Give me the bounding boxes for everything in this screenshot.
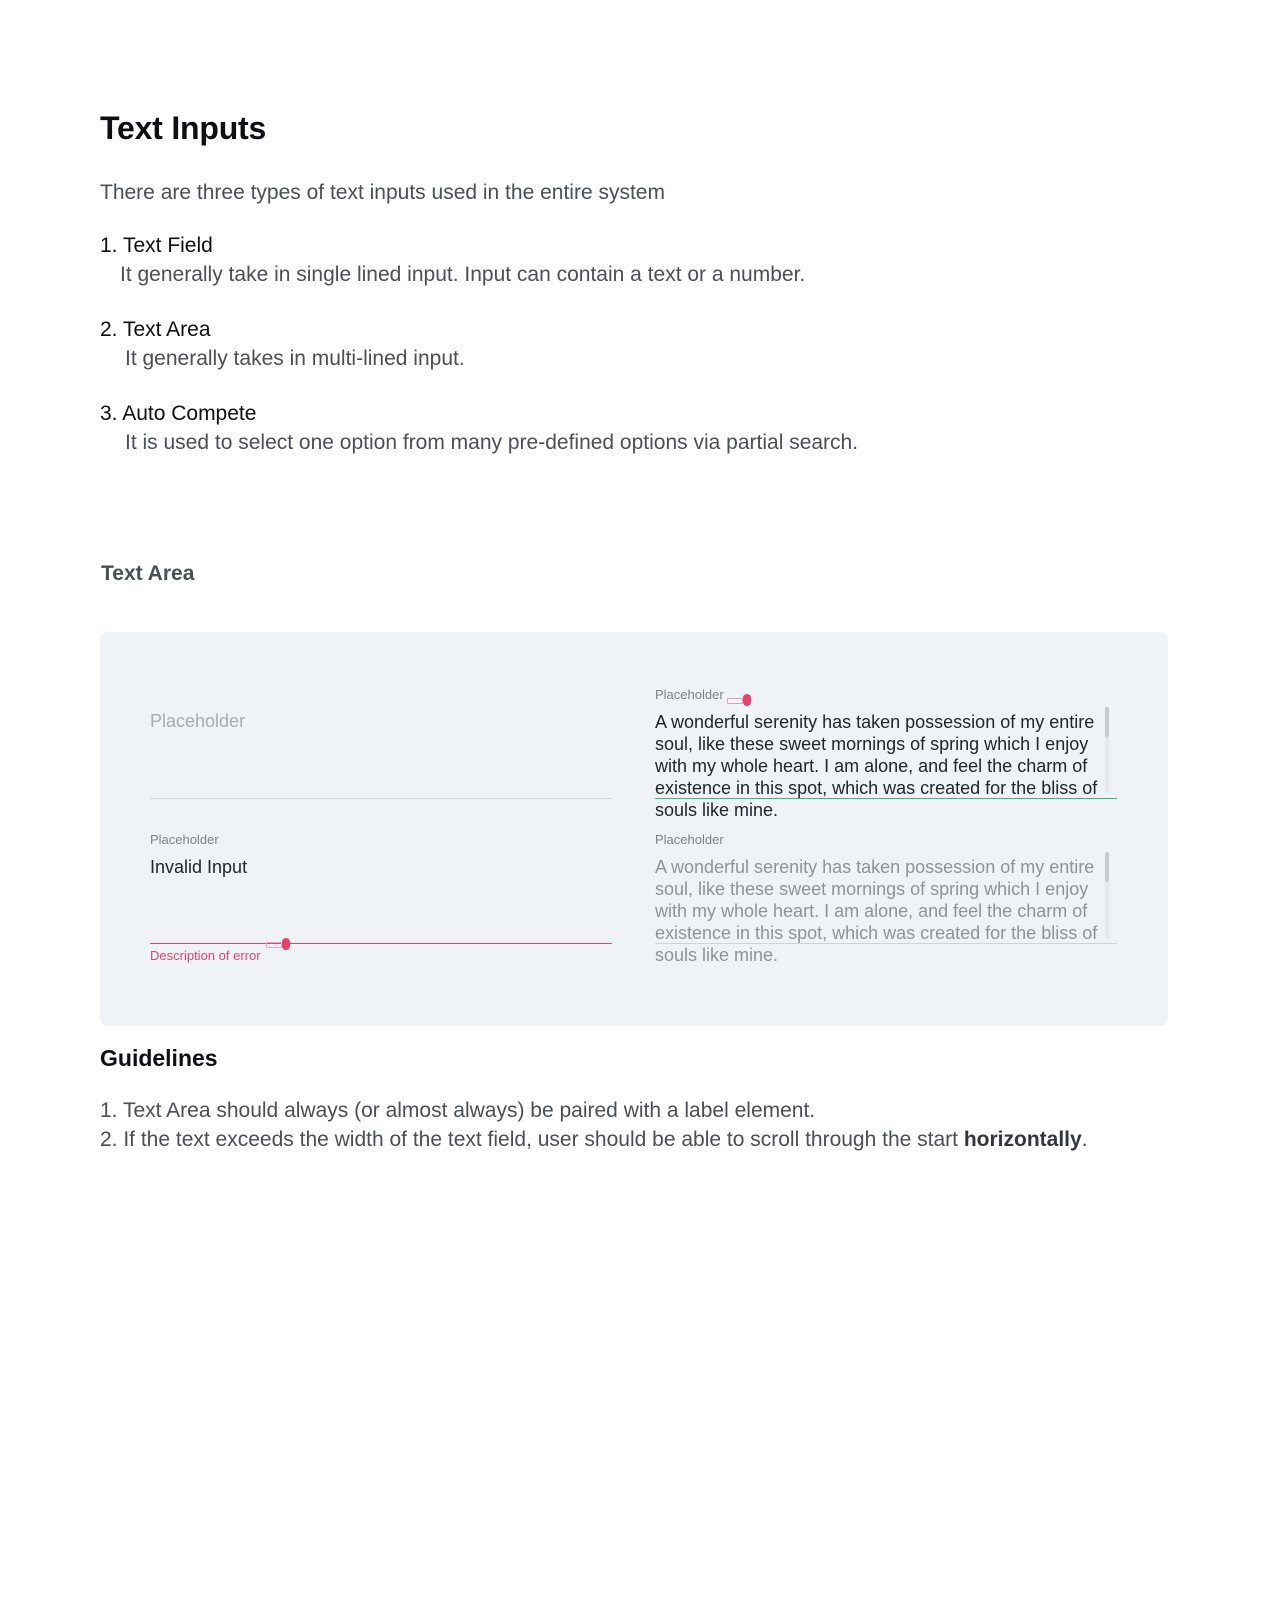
guideline-item: 1. Text Area should always (or almost always) be paired with a label element.: [100, 1099, 816, 1122]
cursor-bar-icon: [727, 698, 743, 704]
type-description: It is used to select one option from many pre-defined options via partial search.: [125, 431, 859, 454]
guidelines-title: Guidelines: [100, 1045, 218, 1071]
type-item-text-field: [100, 233, 805, 288]
guidelines-list: [100, 1096, 1088, 1154]
text-area-value: A wonderful serenity has taken possession of my entire soul, like these sweet mornings of spring which I enjoy with my whole heart. I am alone, and feel the charm of existence in this spot, which was created for the bliss of souls like mine.: [655, 857, 1098, 965]
text-area-demo-panel: [100, 632, 1168, 1026]
page-title: Text Inputs: [100, 110, 267, 146]
field-label: Placeholder: [655, 832, 724, 847]
type-item-text-area: [100, 317, 465, 372]
scrollbar-thumb[interactable]: [1105, 707, 1109, 737]
underline-error: [150, 943, 612, 944]
text-area-focused[interactable]: [655, 687, 1117, 820]
underline-focused: [655, 798, 1117, 799]
cursor-bar-icon: [266, 942, 282, 948]
type-item-auto-complete: [100, 401, 858, 456]
section-title: Text Area: [101, 562, 195, 585]
guideline-text: .: [1081, 1128, 1088, 1151]
text-cursor-handle-icon[interactable]: [743, 694, 751, 706]
text-area-viewport: [655, 856, 1098, 965]
type-heading: 1. Text Field: [100, 234, 213, 257]
text-area-value: A wonderful serenity has taken possession of my entire soul, like these sweet mornings of spring which I enjoy with my whole heart. I am alone, and feel the charm of existence in this spot, which was created for the bliss of souls like mine.: [655, 712, 1098, 820]
field-label: Placeholder: [655, 687, 724, 702]
text-area-error[interactable]: [150, 832, 612, 963]
type-description: It generally take in single lined input. Input can contain a text or a number.: [120, 263, 806, 286]
scrollbar-thumb: [1105, 852, 1109, 882]
text-area-viewport[interactable]: [655, 711, 1098, 820]
type-heading: 3. Auto Compete: [100, 402, 257, 425]
text-area-disabled: [655, 832, 1117, 965]
underline: [150, 798, 612, 799]
type-description: It generally takes in multi-lined input.: [125, 347, 465, 370]
intro-text: There are three types of text inputs used in the entire system: [100, 181, 665, 204]
guideline-text: 2. If the text exceeds the width of the text field, user should be able to scroll through the start: [100, 1128, 964, 1151]
text-area-empty[interactable]: [150, 687, 612, 799]
text-area-value: Invalid Input: [150, 857, 248, 877]
placeholder-text: Placeholder: [150, 711, 246, 731]
error-message: Description of error: [150, 948, 261, 963]
text-cursor-handle-icon[interactable]: [282, 938, 290, 950]
field-label: Placeholder: [150, 832, 219, 847]
type-heading: 2. Text Area: [100, 318, 211, 341]
guideline-item: [100, 1125, 1088, 1154]
underline: [655, 943, 1117, 944]
guideline-emphasis: horizontally: [963, 1128, 1082, 1151]
